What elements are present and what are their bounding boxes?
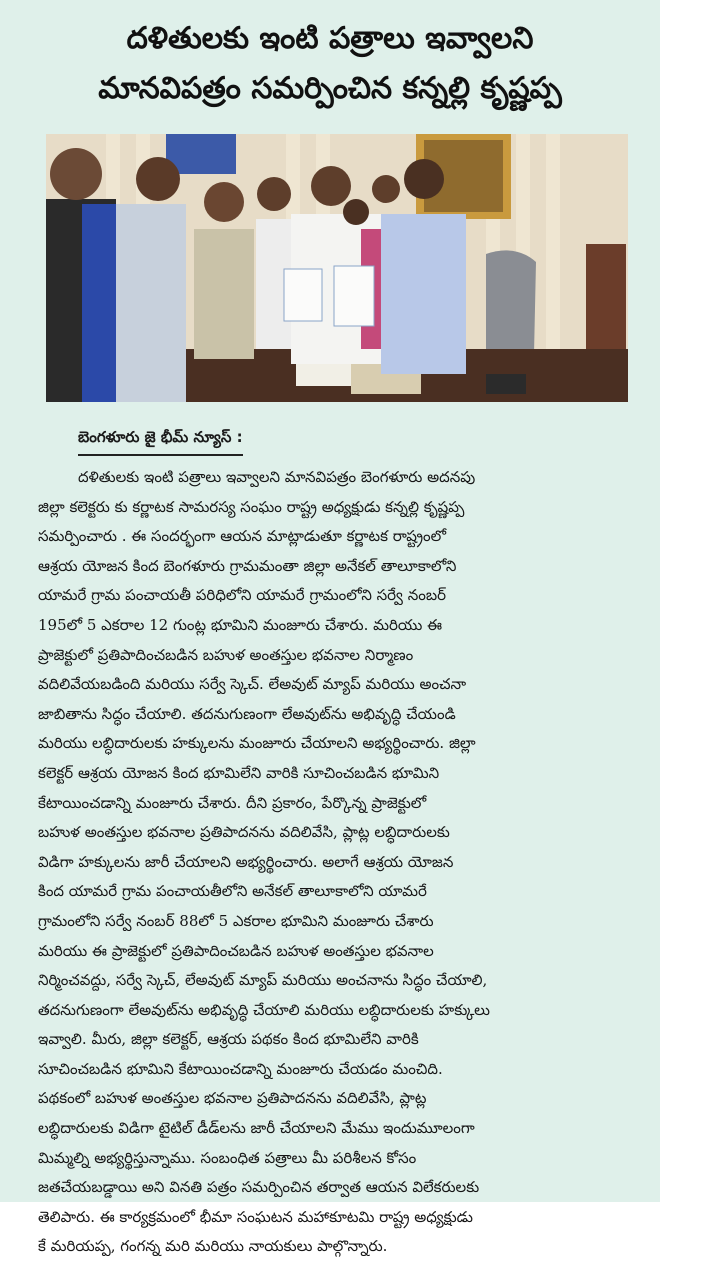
body-line: పథకంలో బహుళ అంతస్తుల భవనాల ప్రతిపాదనను వదిలివేసి, ప్లాట్ల	[38, 1089, 427, 1108]
body-line: మరియు లబ్ధిదారులకు హక్కులను మంజూరు చేయాలని అభ్యర్థించారు. జిల్లా	[38, 734, 476, 753]
body-line: తదనుగుణంగా లేఅవుట్‌ను అభివృద్ధి చేయాలి మరియు లబ్ధిదారులకు హక్కులు	[38, 1000, 490, 1019]
body-line: ప్రాజెక్టులో ప్రతిపాదించబడిన బహుళ అంతస్తుల భవనాల నిర్మాణం	[38, 645, 414, 664]
body-line: విడిగా హక్కులను జారీ చేయాలని అభ్యర్థించారు. అలాగే ఆశ్రయ యోజన	[38, 852, 454, 871]
body-line: ఆశ్రయ యోజన కింద బెంగళూరు గ్రామమంతా జిల్లా అనేకల్ తాలూకాలోని	[38, 556, 457, 575]
body-line: లబ్ధిదారులకు విడిగా టైటిల్ డీడ్‌లను జారీ చేయాలని మేము ఇందుమూలంగా	[38, 1119, 475, 1138]
article-body	[38, 463, 628, 1262]
body-line: యామరే గ్రామ పంచాయతీ పరిధిలోని యామరే గ్రామంలోని సర్వే నంబర్	[38, 586, 446, 605]
headline	[20, 14, 640, 114]
body-line: జాబితాను సిద్ధం చేయాలి. తదనుగుణంగా లేఅవుట్‌ను అభివృద్ధి చేయండి	[38, 704, 456, 723]
photo-illustration	[46, 134, 628, 402]
body-line: మిమ్మల్ని అభ్యర్థిస్తున్నాము. సంబంధిత పత్రాలు మీ పరిశీలన కోసం	[38, 1148, 417, 1167]
body-line: 195లో 5 ఎకరాల 12 గుంట్ల భూమిని మంజూరు చేశారు. మరియు ఈ	[38, 615, 443, 634]
body-line: తెలిపారు. ఈ కార్యక్రమంలో భీమా సంఘటన మహాకూటమి రాష్ట్ర అధ్యక్షుడు	[38, 1207, 473, 1226]
news-photo	[46, 134, 628, 402]
body-line: కలెక్టర్ ఆశ్రయ యోజన కింద భూమిలేని వారికి సూచించబడిన భూమిని	[38, 763, 440, 782]
body-line: నిర్మించవద్దు, సర్వే స్కెచ్, లేఅవుట్ మ్యాప్ మరియు అంచనాను సిద్ధం చేయాలి,	[38, 971, 488, 990]
body-line: ఇవ్వాలి. మీరు, జిల్లా కలెక్టర్, ఆశ్రయ పథకం కింద భూమిలేని వారికి	[38, 1030, 419, 1049]
dateline: బెంగళూరు జై భీమ్ న్యూస్ :	[78, 428, 243, 456]
headline-line-2: మానవిపత్రం సమర్పించిన కన్నల్లి కృష్ణప్ప	[98, 71, 562, 106]
headline-line-1: దళితులకు ఇంటి పత్రాలు ఇవ్వాలని	[126, 21, 534, 56]
body-line: వదిలివేయబడింది మరియు సర్వే స్కెచ్. లేఅవుట్ మ్యాప్ మరియు అంచనా	[38, 675, 467, 694]
body-line: జిల్లా కలెక్టరు కు కర్ణాటక సామరస్య సంఘం రాష్ట్ర అధ్యక్షుడు కన్నల్లి కృష్ణప్ప	[38, 497, 465, 516]
body-line: మరియు ఈ ప్రాజెక్టులో ప్రతిపాదించబడిన బహుళ అంతస్తుల భవనాల	[38, 941, 434, 960]
body-line: కే మరియప్ప, గంగన్న మరి మరియు నాయకులు పాల్గొన్నారు.	[38, 1237, 388, 1256]
body-line: కేటాయించడాన్ని మంజూరు చేశారు. దీని ప్రకారం, పేర్కొన్న ప్రాజెక్టులో	[38, 793, 427, 812]
body-line: సమర్పించారు . ఈ సందర్భంగా ఆయన మాట్లాడుతూ కర్ణాటక రాష్ట్రంలో	[38, 527, 447, 546]
body-line: దళితులకు ఇంటి పత్రాలు ఇవ్వాలని మానవిపత్రం బెంగళూరు అదనపు	[78, 468, 476, 486]
body-line: గ్రామంలోని సర్వే నంబర్ 88లో 5 ఎకరాల భూమిని మంజూరు చేశారు	[38, 911, 434, 930]
body-line: బహుళ అంతస్తుల భవనాల ప్రతిపాదనను వదిలివేసి, ప్లాట్ల లబ్ధిదారులకు	[38, 823, 450, 842]
body-line: కింద యామరే గ్రామ పంచాయతీలోని అనేకల్ తాలూకాలోని యామరే	[38, 882, 427, 901]
body-line: సూచించబడిన భూమిని కేటాయించడాన్ని మంజూరు చేయడం మంచిది.	[38, 1059, 443, 1078]
body-line: జతచేయబడ్డాయి అని వినతి పత్రం సమర్పించిన తర్వాత ఆయన విలేకరులకు	[38, 1178, 480, 1197]
